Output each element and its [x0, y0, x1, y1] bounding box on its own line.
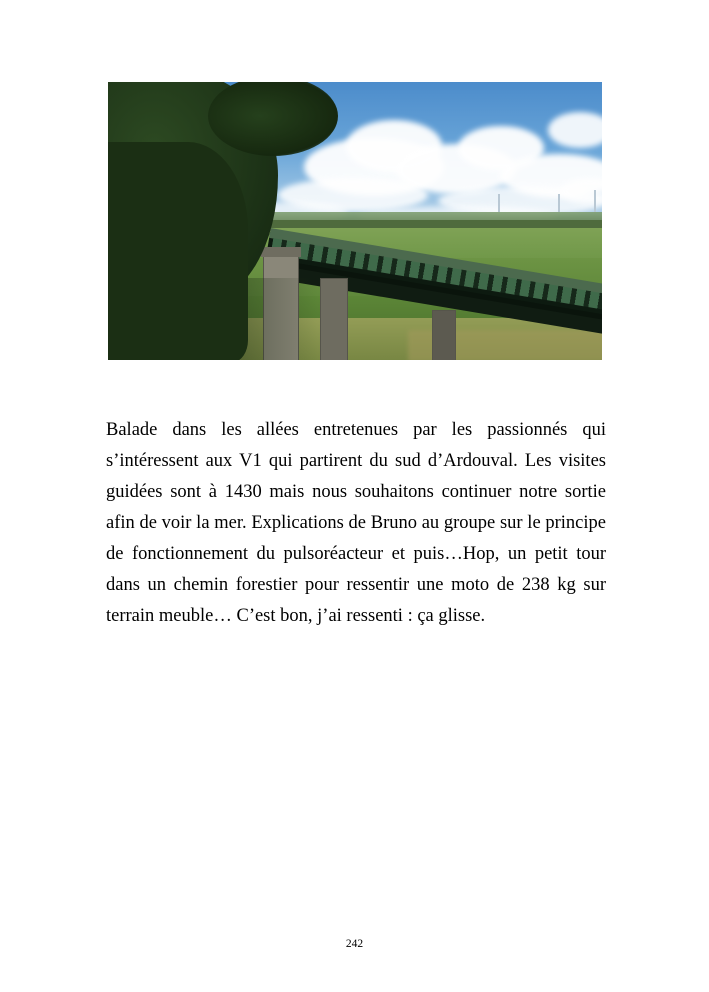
pylon-shape — [498, 194, 500, 212]
tree-trunk-left — [108, 142, 248, 360]
page-number: 242 — [345, 938, 364, 950]
photo-image — [108, 82, 602, 360]
bridge-pier — [320, 278, 348, 360]
body-paragraph: Balade dans les allées entretenues par les passionnés qui s’intéressent aux V1 qui partirent du sud d’Ardouval. Les visites guidées sont à 1430 mais nous souhaitons continuer notre sortie afin de voir la mer. Explications de Bruno au groupe sur le principe de fonctionnement du pulsoréacteur et puis…Hop, un petit tour dans un chemin forestier pour ressentir une moto de 238 kg sur terrain meuble… C’est bon, j’ai ressenti : ça glisse. — [106, 419, 606, 626]
figure-photo — [108, 82, 602, 360]
bridge-pier — [432, 310, 456, 360]
pylon-shape — [558, 194, 560, 212]
pylon-shape — [594, 190, 596, 212]
